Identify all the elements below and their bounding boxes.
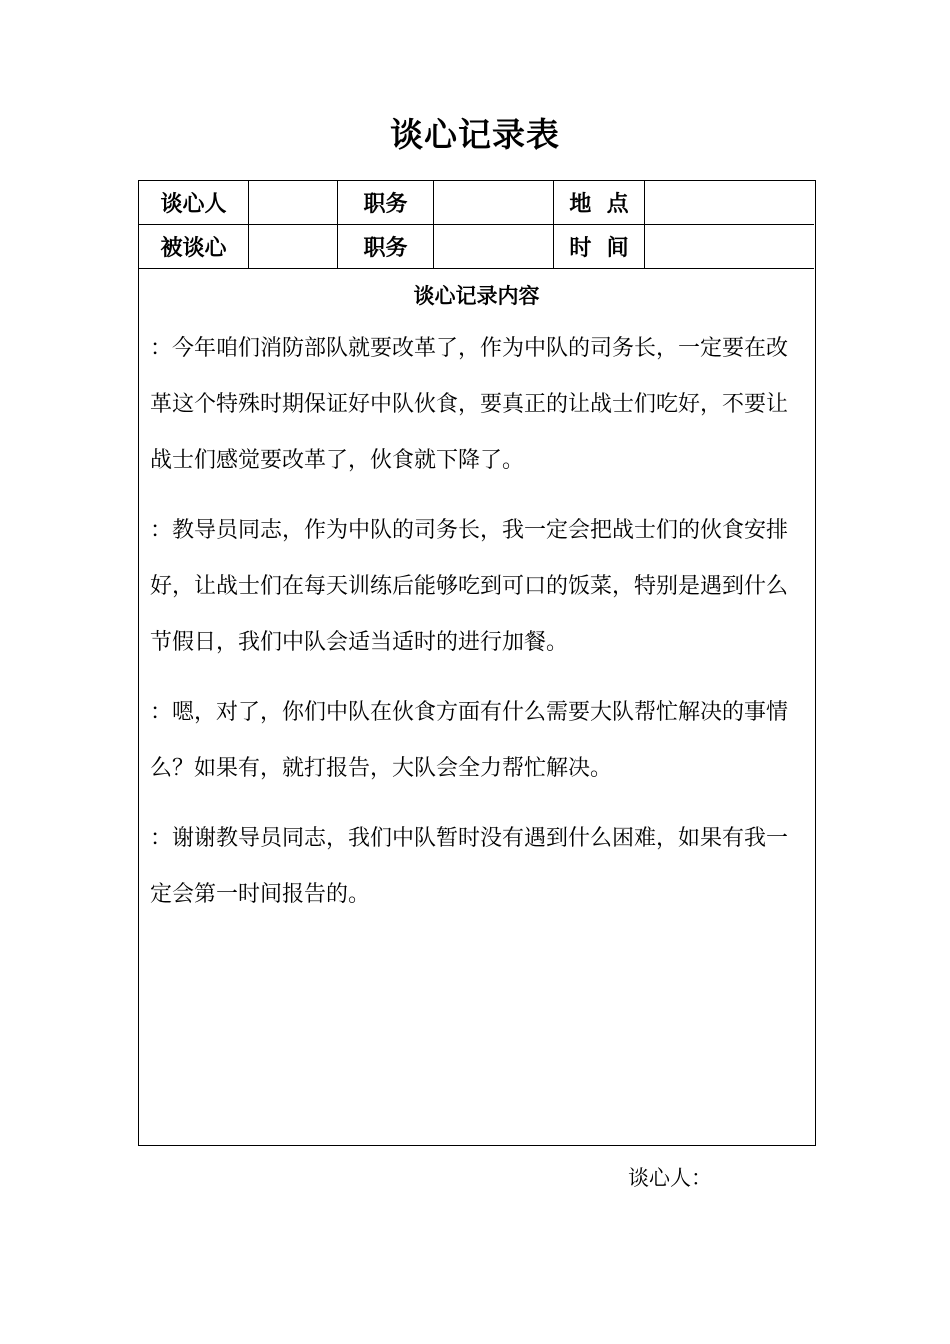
location-value (645, 181, 814, 224)
talker-position-label: 职务 (338, 181, 434, 224)
talker-value (249, 181, 338, 224)
document-title: 谈心记录表 (390, 115, 560, 154)
info-row-interviewee (139, 225, 814, 269)
interviewee-label: 被谈心 (139, 225, 249, 268)
record-content-section (139, 269, 814, 923)
record-paragraph: ：教导员同志，作为中队的司务长，我一定会把战士们的伙食安排好，让战士们在每天训练后能够吃到可口的饭菜，特别是遇到什么节假日，我们中队会适当适时的进行加餐。 (150, 518, 789, 655)
time-value (645, 225, 814, 268)
info-row-talker (139, 181, 814, 225)
record-paragraph: ：今年咱们消防部队就要改革了，作为中队的司务长，一定要在改革这个特殊时期保证好中队伙食，要真正的让战士们吃好，不要让战士们感觉要改革了，伙食就下降了。 (150, 336, 789, 473)
signature-label: 谈心人： (628, 1166, 712, 1190)
talk-record-table (138, 180, 816, 1146)
record-paragraph: ：嗯，对了，你们中队在伙食方面有什么需要大队帮忙解决的事情么？如果有，就打报告，大队会全力帮忙解决。 (150, 700, 789, 781)
talker-position-value (434, 181, 554, 224)
interviewee-position-label: 职务 (338, 225, 434, 268)
record-paragraph: ：谢谢教导员同志，我们中队暂时没有遇到什么困难，如果有我一定会第一时间报告的。 (150, 826, 789, 907)
time-label: 时 间 (554, 225, 645, 268)
interviewee-value (249, 225, 338, 268)
talker-label: 谈心人 (139, 181, 249, 224)
location-label: 地 点 (554, 181, 645, 224)
record-content-heading: 谈心记录内容 (413, 283, 540, 308)
interviewee-position-value (434, 225, 554, 268)
